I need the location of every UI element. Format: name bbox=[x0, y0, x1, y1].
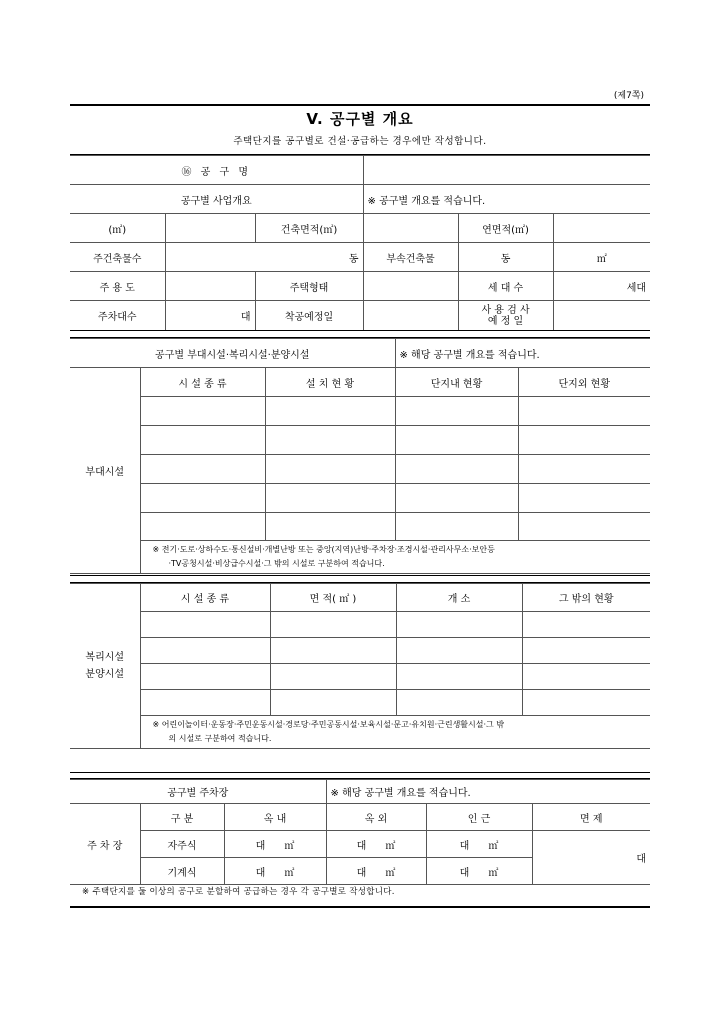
accessory-building-area-field[interactable]: ㎡ bbox=[553, 243, 650, 272]
main-building-count-label: 주건축물수 bbox=[70, 243, 165, 272]
main-use-field[interactable] bbox=[165, 272, 255, 301]
welfare-cell[interactable] bbox=[140, 690, 270, 716]
welfare-side-label-line1: 복리시설 bbox=[85, 652, 125, 663]
annex-cell[interactable] bbox=[395, 513, 518, 541]
welfare-note-line2: 의 시설로 구분하여 적습니다. bbox=[168, 734, 272, 743]
annex-cell[interactable] bbox=[140, 484, 265, 513]
welfare-cell[interactable] bbox=[270, 664, 396, 690]
table-row bbox=[70, 397, 650, 426]
main-building-count-field[interactable]: 동 bbox=[165, 243, 363, 272]
total-floor-area-label: 연면적(㎡) bbox=[458, 214, 553, 243]
unit-sqm: ㎡ bbox=[385, 867, 396, 879]
site-area-label: (㎡) bbox=[70, 214, 165, 243]
gongu-name-field[interactable] bbox=[363, 156, 650, 185]
inspection-date-label-line2: 예 정 일 bbox=[487, 315, 524, 327]
parking-mech-nearby[interactable] bbox=[426, 858, 532, 885]
parking-header-label: 공구별 주차장 bbox=[70, 780, 326, 804]
page-number: (제7쪽) bbox=[613, 91, 644, 101]
inspection-date-field[interactable] bbox=[553, 301, 650, 331]
welfare-col-area: 면 적( ㎡ ) bbox=[270, 584, 396, 612]
parking-table bbox=[70, 779, 650, 885]
annex-cell[interactable] bbox=[265, 484, 395, 513]
annex-note-line2: ·TV공청시설·비상급수시설·그 밖의 시설로 구분하여 적습니다. bbox=[168, 559, 385, 568]
table-row bbox=[70, 690, 650, 716]
households-label: 세 대 수 bbox=[458, 272, 553, 301]
welfare-cell[interactable] bbox=[522, 638, 650, 664]
facilities-header-note: ※ 해당 공구별 개요를 적습니다. bbox=[395, 339, 650, 368]
welfare-cell[interactable] bbox=[396, 690, 522, 716]
facilities-header-label: 공구별 부대시설·복리시설·분양시설 bbox=[70, 339, 395, 368]
annex-col-outside: 단지외 현황 bbox=[518, 368, 650, 397]
building-area-label: 건축면적(㎡) bbox=[255, 214, 363, 243]
welfare-col-count: 개 소 bbox=[396, 584, 522, 612]
unit-dae: 대 bbox=[356, 867, 367, 879]
parking-count-field[interactable]: 대 bbox=[165, 301, 255, 331]
welfare-cell[interactable] bbox=[522, 664, 650, 690]
housing-type-field[interactable] bbox=[363, 272, 458, 301]
inspection-date-label bbox=[458, 301, 553, 331]
welfare-cell[interactable] bbox=[522, 612, 650, 638]
table-row bbox=[70, 426, 650, 455]
annex-col-install: 설 치 현 황 bbox=[265, 368, 395, 397]
annex-cell[interactable] bbox=[395, 397, 518, 426]
annex-cell[interactable] bbox=[140, 513, 265, 541]
welfare-note-line1: ※ 어린이놀이터·운동장·주민운동시설·경로당·주민공동시설·보육시설·문고·유치원·근린생활시설·그 밖 bbox=[152, 720, 505, 729]
welfare-cell[interactable] bbox=[270, 638, 396, 664]
unit-sqm: ㎡ bbox=[488, 867, 499, 879]
annex-bottom-border bbox=[70, 575, 650, 576]
annex-cell[interactable] bbox=[395, 426, 518, 455]
annex-cell[interactable] bbox=[140, 455, 265, 484]
annex-col-type: 시 설 종 류 bbox=[140, 368, 265, 397]
table-row bbox=[70, 664, 650, 690]
annex-cell[interactable] bbox=[140, 426, 265, 455]
facilities-table bbox=[70, 338, 650, 574]
unit-sqm: ㎡ bbox=[488, 840, 499, 852]
annex-cell[interactable] bbox=[140, 397, 265, 426]
parking-self-nearby[interactable] bbox=[426, 831, 532, 858]
parking-mech-outdoor[interactable] bbox=[326, 858, 426, 885]
welfare-bottom-border bbox=[70, 772, 650, 773]
annex-cell[interactable] bbox=[395, 484, 518, 513]
unit-dae: 대 bbox=[255, 867, 266, 879]
parking-col-total: 면 제 bbox=[532, 804, 650, 831]
parking-header-note: ※ 해당 공구별 개요를 적습니다. bbox=[326, 780, 650, 804]
table-row bbox=[70, 612, 650, 638]
annex-cell[interactable] bbox=[518, 513, 650, 541]
construction-start-label: 착공예정일 bbox=[255, 301, 363, 331]
parking-self-indoor[interactable] bbox=[224, 831, 326, 858]
unit-dae: 대 bbox=[459, 867, 470, 879]
households-field[interactable]: 세대 bbox=[553, 272, 650, 301]
annex-cell[interactable] bbox=[518, 397, 650, 426]
site-area-field[interactable] bbox=[165, 214, 255, 243]
annex-side-label: 부대시설 bbox=[70, 368, 140, 574]
table-row bbox=[70, 638, 650, 664]
welfare-cell[interactable] bbox=[270, 612, 396, 638]
table-row bbox=[70, 455, 650, 484]
annex-note-line1: ※ 전기·도로·상하수도·통신설비·개별난방 또는 중앙(지역)난방·주차장·조경시설·관리사무소·보안등 bbox=[152, 545, 495, 554]
parking-col-outdoor: 옥 외 bbox=[326, 804, 426, 831]
parking-count-label: 주차대수 bbox=[70, 301, 165, 331]
overview-table bbox=[70, 155, 650, 331]
building-area-field[interactable] bbox=[363, 214, 458, 243]
welfare-cell[interactable] bbox=[396, 638, 522, 664]
welfare-table bbox=[70, 583, 650, 749]
housing-type-label: 주택형태 bbox=[255, 272, 363, 301]
annex-cell[interactable] bbox=[518, 484, 650, 513]
parking-side-label: 주 차 장 bbox=[70, 804, 140, 885]
welfare-cell[interactable] bbox=[270, 690, 396, 716]
accessory-building-label: 부속건축물 bbox=[363, 243, 458, 272]
unit-dae: 대 bbox=[356, 840, 367, 852]
section-subtitle: 주택단지를 공구별로 건설·공급하는 경우에만 작성합니다. bbox=[233, 136, 487, 147]
table-row bbox=[70, 513, 650, 541]
section-title: V. 공구별 개요 bbox=[306, 110, 414, 128]
parking-mech-indoor[interactable] bbox=[224, 858, 326, 885]
parking-row-self: 자주식 bbox=[140, 831, 224, 858]
table-row bbox=[70, 484, 650, 513]
welfare-col-other: 그 밖의 현황 bbox=[522, 584, 650, 612]
parking-col-category: 구 분 bbox=[140, 804, 224, 831]
welfare-cell[interactable] bbox=[396, 612, 522, 638]
parking-col-indoor: 옥 내 bbox=[224, 804, 326, 831]
unit-sqm: ㎡ bbox=[385, 840, 396, 852]
unit-dae: 대 bbox=[255, 840, 266, 852]
total-floor-area-field[interactable] bbox=[553, 214, 650, 243]
welfare-cell[interactable] bbox=[140, 664, 270, 690]
unit-sqm: ㎡ bbox=[284, 840, 295, 852]
business-overview-note: ※ 공구별 개요를 적습니다. bbox=[363, 185, 650, 214]
annex-cell[interactable] bbox=[265, 397, 395, 426]
accessory-building-dong-field[interactable]: 동 bbox=[458, 243, 553, 272]
construction-start-field[interactable] bbox=[363, 301, 458, 331]
business-overview-label: 공구별 사업개요 bbox=[70, 185, 363, 214]
top-border bbox=[70, 104, 650, 106]
welfare-cell[interactable] bbox=[140, 612, 270, 638]
parking-row-mech: 기계식 bbox=[140, 858, 224, 885]
annex-cell[interactable] bbox=[265, 426, 395, 455]
main-use-label: 주 용 도 bbox=[70, 272, 165, 301]
parking-col-nearby: 인 근 bbox=[426, 804, 532, 831]
inspection-date-label-line1: 사 용 검 사 bbox=[481, 304, 530, 316]
bottom-border bbox=[70, 906, 650, 908]
parking-total-field[interactable]: 대 bbox=[532, 831, 650, 885]
annex-note bbox=[140, 541, 650, 574]
footer-note: ※ 주택단지를 둘 이상의 공구로 분할하여 공급하는 경우 각 공구별로 작성합니다. bbox=[82, 887, 395, 897]
annex-col-inside: 단지내 현황 bbox=[395, 368, 518, 397]
unit-sqm: ㎡ bbox=[284, 867, 295, 879]
annex-cell[interactable] bbox=[265, 513, 395, 541]
annex-cell[interactable] bbox=[265, 455, 395, 484]
annex-cell[interactable] bbox=[518, 455, 650, 484]
welfare-col-type: 시 설 종 류 bbox=[140, 584, 270, 612]
welfare-note bbox=[140, 716, 650, 749]
annex-cell[interactable] bbox=[395, 455, 518, 484]
parking-self-outdoor[interactable] bbox=[326, 831, 426, 858]
welfare-cell[interactable] bbox=[140, 638, 270, 664]
gongu-name-label: ⑯ 공 구 명 bbox=[70, 156, 363, 185]
welfare-cell[interactable] bbox=[522, 690, 650, 716]
welfare-side-label bbox=[70, 584, 140, 749]
overview-bottom-border bbox=[70, 330, 650, 331]
welfare-side-label-line2: 분양시설 bbox=[85, 669, 125, 680]
annex-cell[interactable] bbox=[518, 426, 650, 455]
welfare-cell[interactable] bbox=[396, 664, 522, 690]
unit-dae: 대 bbox=[459, 840, 470, 852]
